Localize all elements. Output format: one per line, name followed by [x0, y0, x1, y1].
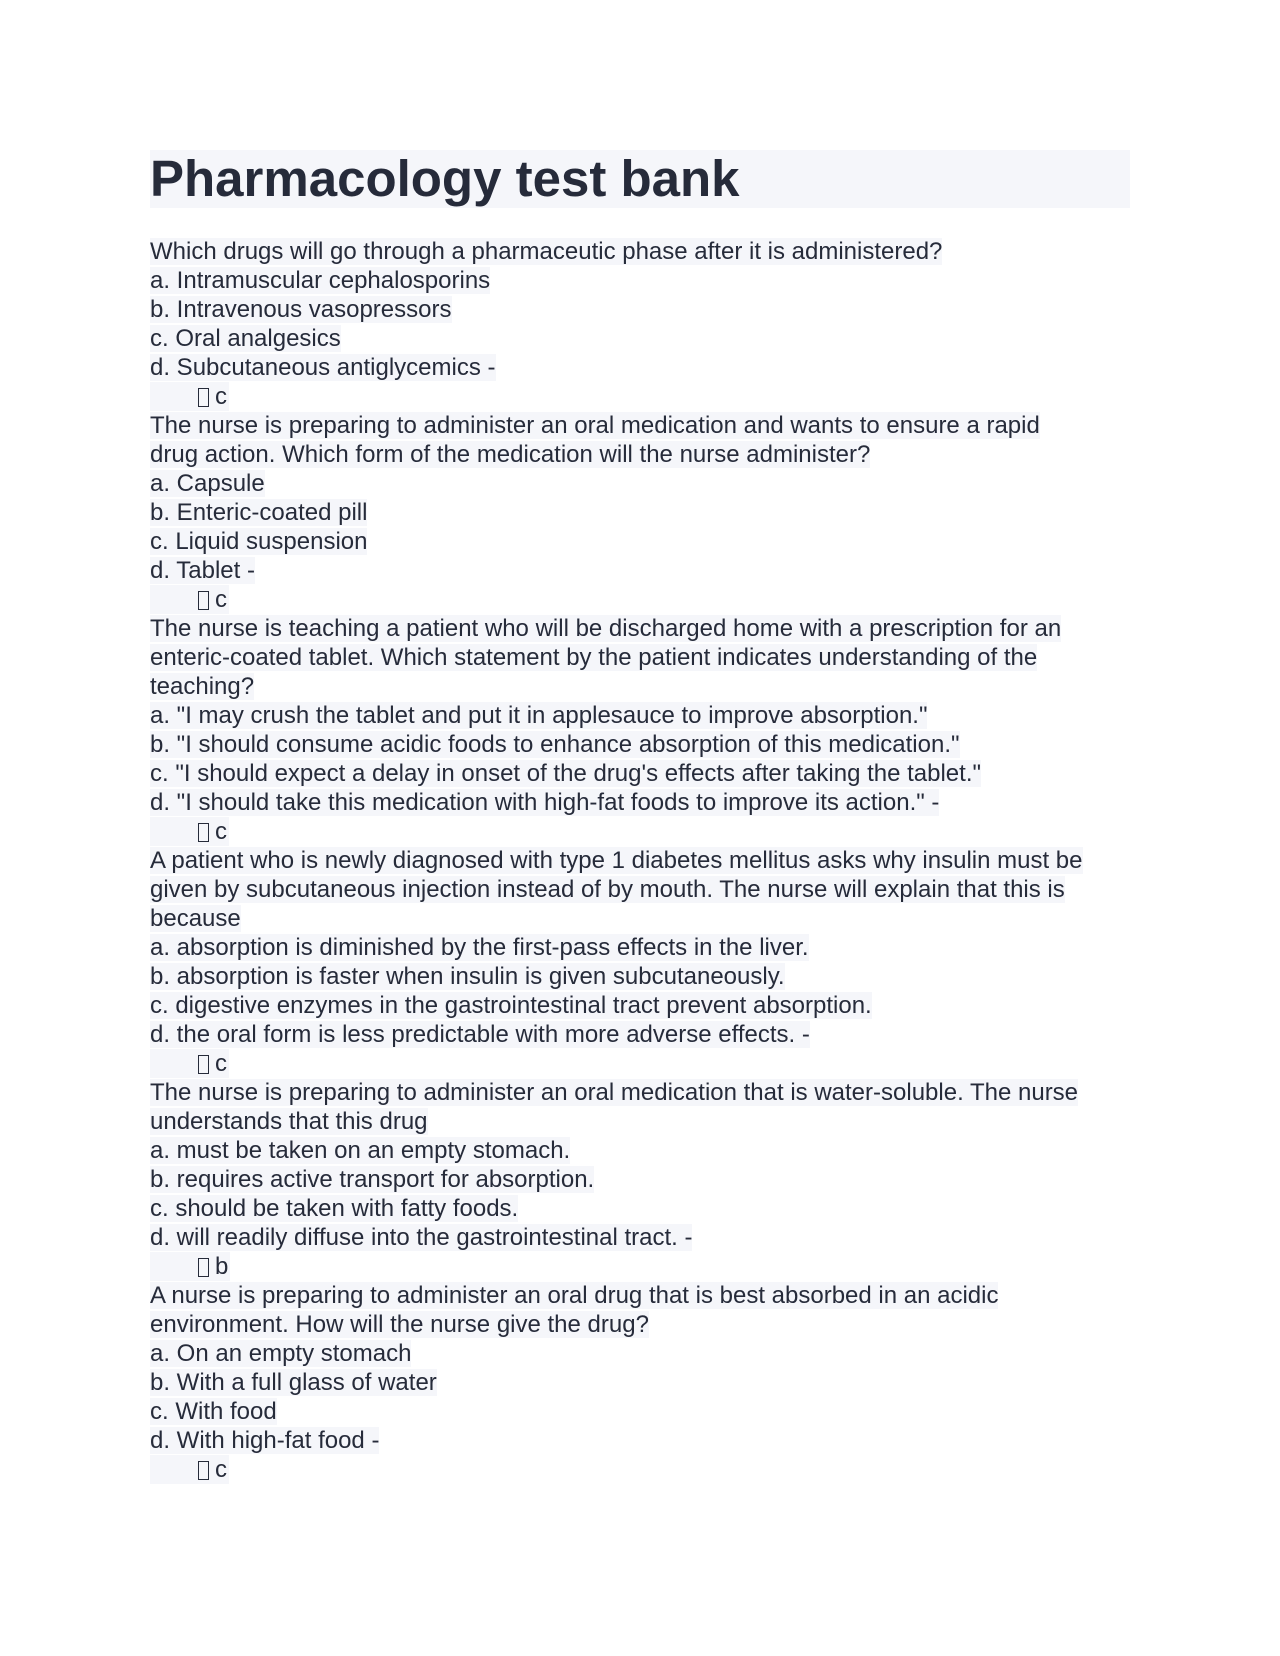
question-stem-line: because [150, 905, 241, 932]
question-stem-line: Which drugs will go through a pharmaceutic phase after it is administered? [150, 238, 943, 265]
option-d: d. With high-fat food - [150, 1427, 380, 1454]
question-1 [150, 237, 1140, 411]
answer-line [150, 382, 1140, 411]
question-stem-line: understands that this drug [150, 1108, 428, 1135]
option-b: b. Enteric-coated pill [150, 499, 368, 526]
answer-letter: c [215, 586, 227, 613]
answer-line [150, 1252, 1140, 1281]
option-c: c. With food [150, 1398, 277, 1425]
option-a: a. must be taken on an empty stomach. [150, 1137, 571, 1164]
question-stem-line: A patient who is newly diagnosed with type 1 diabetes mellitus asks why insulin must be [150, 847, 1083, 874]
question-5 [150, 1078, 1140, 1281]
option-a: a. absorption is diminished by the first-pass effects in the liver. [150, 934, 809, 961]
option-d: d. will readily diffuse into the gastrointestinal tract. - [150, 1224, 693, 1251]
option-b: b. absorption is faster when insulin is given subcutaneously. [150, 963, 785, 990]
option-b: b. requires active transport for absorption. [150, 1166, 595, 1193]
question-stem-line: given by subcutaneous injection instead of by mouth. The nurse will explain that this is [150, 876, 1065, 903]
answer-letter: c [215, 818, 227, 845]
question-4 [150, 846, 1140, 1078]
answer-letter: c [215, 383, 227, 410]
question-2 [150, 411, 1140, 614]
option-d: d. Tablet - [150, 557, 255, 584]
question-stem-line: environment. How will the nurse give the drug? [150, 1311, 649, 1338]
option-c: c. should be taken with fatty foods. [150, 1195, 519, 1222]
checkbox-icon [198, 823, 209, 842]
option-d: d. "I should take this medication with high-fat foods to improve its action." - [150, 789, 940, 816]
question-stem-line: teaching? [150, 673, 255, 700]
option-c: c. Liquid suspension [150, 528, 368, 555]
checkbox-icon [198, 1055, 209, 1074]
option-d: d. the oral form is less predictable with more adverse effects. - [150, 1021, 810, 1048]
option-d: d. Subcutaneous antiglycemics - [150, 354, 496, 381]
answer-line [150, 1455, 1140, 1484]
answer-letter: b [215, 1253, 229, 1280]
question-6 [150, 1281, 1140, 1484]
option-c: c. digestive enzymes in the gastrointestinal tract prevent absorption. [150, 992, 872, 1019]
question-stem-line: The nurse is preparing to administer an oral medication that is water-soluble. The nurse [150, 1079, 1079, 1106]
option-a: a. On an empty stomach [150, 1340, 412, 1367]
option-c: c. "I should expect a delay in onset of the drug's effects after taking the tablet." [150, 760, 982, 787]
answer-letter: c [215, 1456, 227, 1483]
option-a: a. "I may crush the tablet and put it in applesauce to improve absorption." [150, 702, 928, 729]
question-stem-line: enteric-coated tablet. Which statement by the patient indicates understanding of the [150, 644, 1038, 671]
checkbox-icon [198, 1461, 209, 1480]
option-b: b. With a full glass of water [150, 1369, 437, 1396]
question-list [150, 237, 1140, 1484]
question-3 [150, 614, 1140, 846]
option-b: b. "I should consume acidic foods to enhance absorption of this medication." [150, 731, 960, 758]
document-title: Pharmacology test bank [150, 150, 1130, 208]
answer-line [150, 817, 1140, 846]
question-stem-line: drug action. Which form of the medication will the nurse administer? [150, 441, 871, 468]
checkbox-icon [198, 591, 209, 610]
answer-line [150, 1049, 1140, 1078]
answer-letter: c [215, 1050, 227, 1077]
checkbox-icon [198, 388, 209, 407]
option-a: a. Intramuscular cephalosporins [150, 267, 491, 294]
question-stem-line: A nurse is preparing to administer an oral drug that is best absorbed in an acidic [150, 1282, 999, 1309]
option-c: c. Oral analgesics [150, 325, 341, 352]
answer-line [150, 585, 1140, 614]
option-b: b. Intravenous vasopressors [150, 296, 452, 323]
option-a: a. Capsule [150, 470, 265, 497]
question-stem-line: The nurse is teaching a patient who will be discharged home with a prescription for an [150, 615, 1062, 642]
question-stem-line: The nurse is preparing to administer an oral medication and wants to ensure a rapid [150, 412, 1040, 439]
checkbox-icon [198, 1258, 209, 1277]
